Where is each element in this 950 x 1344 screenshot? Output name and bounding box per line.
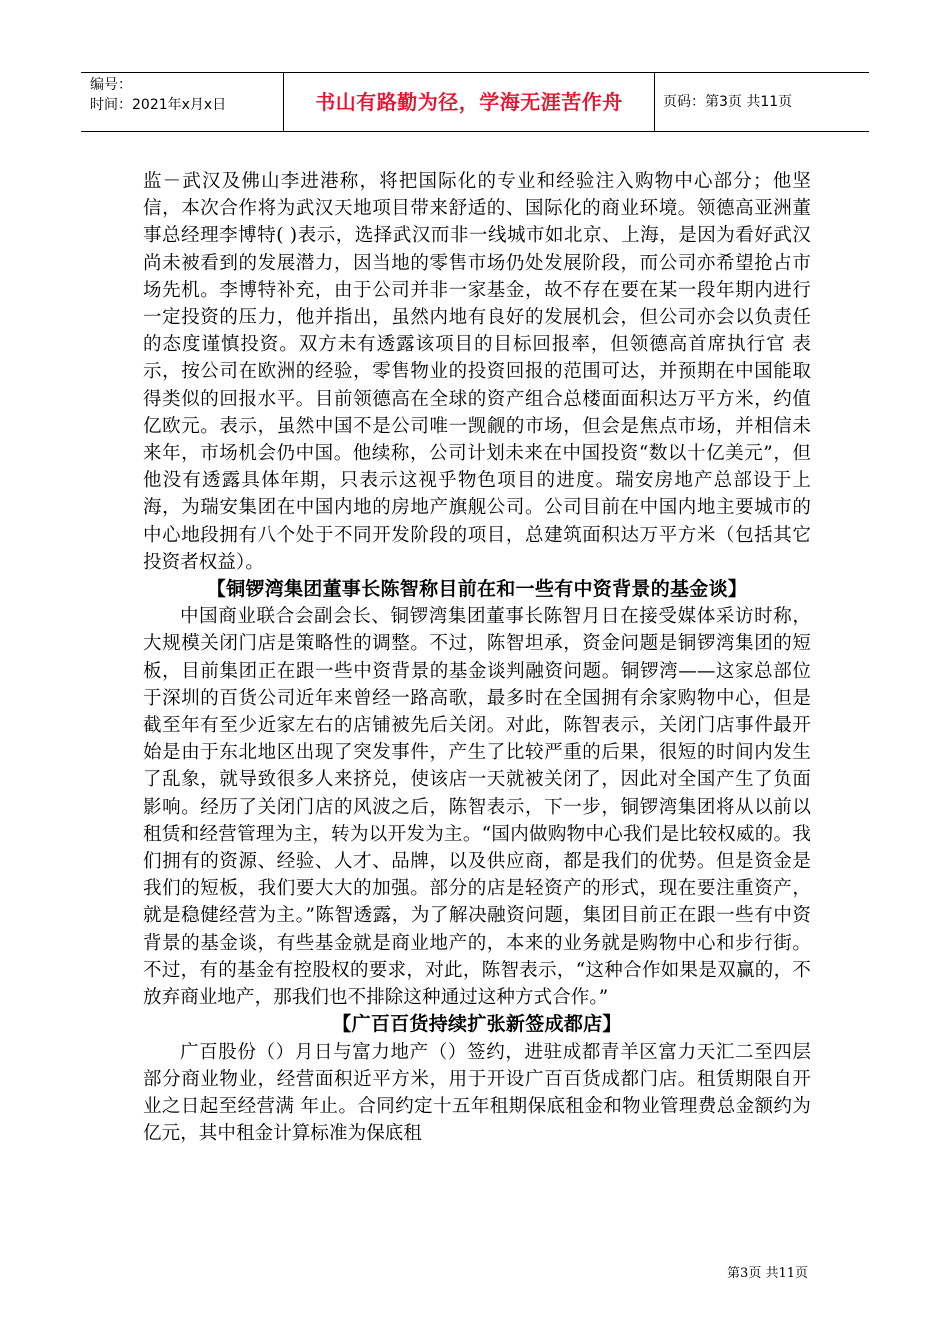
page-header xyxy=(81,72,869,132)
body-paragraph-3: 广百股份（）月日与富力地产（）签约，进驻成都青羊区富力天汇二至四层部分商业物业，经营面积近平方米，用于开设广百百货成都门店。租赁期限自开业之日起至经营满 年止。合同约定十五年租期保底租金和物业管理费总金额约为 亿元，其中租金计算标准为保底租 xyxy=(143,1041,811,1145)
page-footer xyxy=(727,1262,808,1281)
section-heading-tongluowan: 【铜锣湾集团董事长陈智称目前在和一些有中资背景的基金谈】 xyxy=(206,578,748,601)
header-page-number: 页码：第3页 共11页 xyxy=(663,94,793,110)
document-body xyxy=(143,168,811,1147)
header-motto-cell xyxy=(283,73,655,131)
document-number-label: 编号： xyxy=(90,77,132,93)
document-time-label: 时间：2021年x月x日 xyxy=(90,97,227,113)
section-heading-guangbai: 【广百百货持续扩张新签成都店】 xyxy=(332,1013,622,1036)
header-motto: 书山有路勤为径，学海无涯苦作舟 xyxy=(315,90,623,114)
header-page-cell xyxy=(655,73,869,131)
footer-page-number: 第3页 共11页 xyxy=(727,1266,808,1281)
header-meta xyxy=(81,73,283,131)
body-paragraph-1: 监－武汉及佛山李进港称，将把国际化的专业和经验注入购物中心部分；他坚信，本次合作将为武汉天地项目带来舒适的、国际化的商业环境。领德高亚洲董事总经理李博特( )表示，选择武汉而非一线城市如北京、上海，是因为看好武汉尚未被看到的发展潜力，因当地的零售市场仍处发展阶段，而公司亦希望抢占市场先机。李博特补充，由于公司并非一家基金，故不存在要在某一段年期内进行一定投资的压力，他并指出，虽然内地有良好的发展机会，但公司亦会以负责任的态度谨慎投资。双方未有透露该项目的目标回报率，但领德高首席执行官 表示，按公司在欧洲的经验，零售物业的投资回报的范围可达，并预期在中国能取得类似的回报水平。目前领德高在全球的资产组合总楼面面积达万平方米，约值亿欧元。表示，虽然中国不是公司唯一觊觎的市场，但会是焦点市场，并相信未来年，市场机会仍中国。他续称，公司计划未来在中国投资“数以十亿美元”，但他没有透露具体年期，只表示这视乎物色项目的进度。瑞安房地产总部设于上海，为瑞安集团在中国内地的房地产旗舰公司。公司目前在中国内地主要城市的中心地段拥有八个处于不同开发阶段的项目，总建筑面积达万平方米（包括其它投资者权益）。 xyxy=(143,171,811,573)
body-paragraph-2: 中国商业联合会副会长、铜锣湾集团董事长陈智月日在接受媒体采访时称，大规模关闭门店是策略性的调整。不过，陈智坦承，资金问题是铜锣湾集团的短板，目前集团正在跟一些中资背景的基金谈判融资问题。铜锣湾——这家总部位于深圳的百货公司近年来曾经一路高歌，最多时在全国拥有余家购物中心，但是截至年有至少近家左右的店铺被先后关闭。对此，陈智表示，关闭门店事件最开始是由于东北地区出现了突发事件，产生了比较严重的后果，很短的时间内发生了乱象，就导致很多人来挤兑，使该店一天就被关闭了，因此对全国产生了负面影响。经历了关闭门店的风波之后，陈智表示，下一步，铜锣湾集团将从以前以租赁和经营管理为主，转为以开发为主。“国内做购物中心我们是比较权威的。我们拥有的资源、经验、人才、品牌，以及供应商，都是我们的优势。但是资金是我们的短板，我们要大大的加强。部分的店是轻资产的形式，现在要注重资产，就是稳健经营为主。”陈智透露，为了解决融资问题，集团目前正在跟一些有中资背景的基金谈，有些基金就是商业地产的，本来的业务就是购物中心和步行街。不过，有的基金有控股权的要求，对此，陈智表示，“这种合作如果是双赢的，不放弃商业地产，那我们也不排除这种通过这种方式合作。” xyxy=(143,606,811,1009)
